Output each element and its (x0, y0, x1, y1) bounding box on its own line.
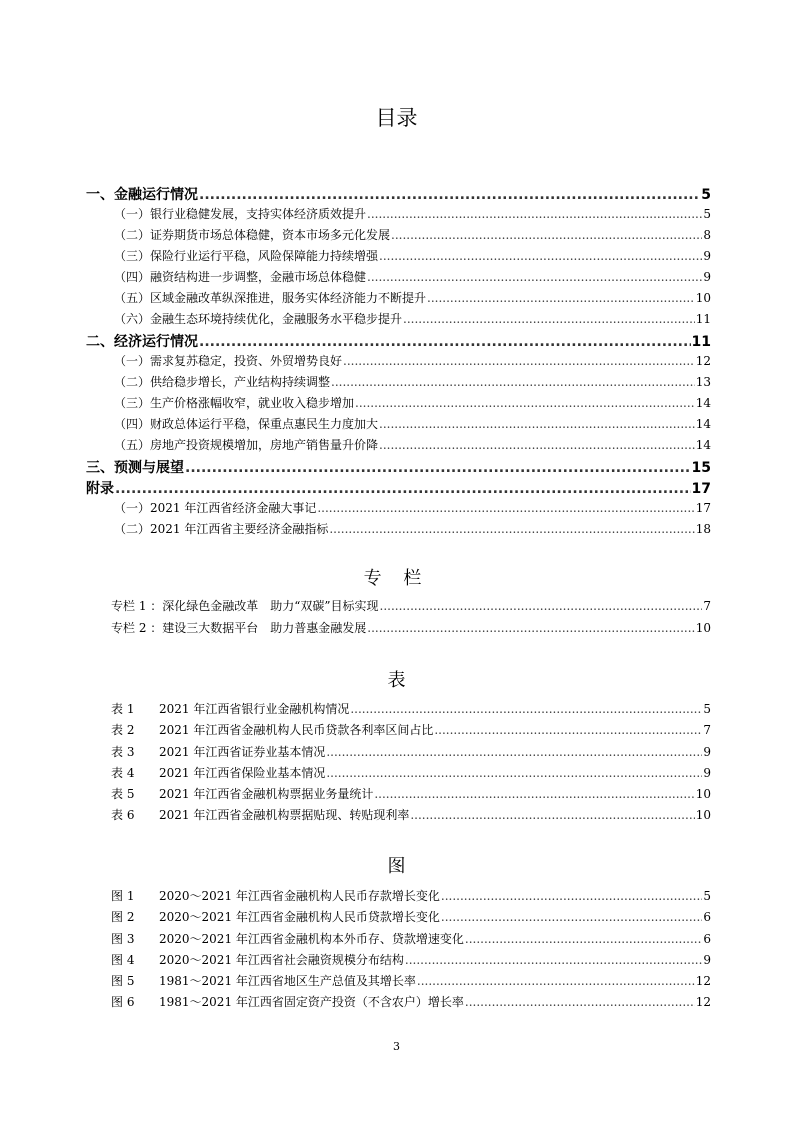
toc-entry-page: 10 (695, 291, 711, 305)
toc-entry-page: 9 (703, 270, 711, 284)
toc-title: 目录 (375, 106, 418, 130)
table-entry[interactable] (111, 764, 711, 781)
column-entry-page: 10 (695, 621, 711, 635)
figure-entry[interactable] (111, 993, 711, 1010)
columns-title: 专 栏 (363, 568, 430, 589)
table-entry-label: 表 6 (111, 808, 135, 822)
toc-entry-page: 17 (691, 481, 711, 497)
leader-dots (379, 417, 695, 431)
toc-entry[interactable] (114, 247, 711, 264)
leader-dots (417, 974, 695, 988)
table-entry-label: 表 4 (111, 766, 135, 780)
toc-entry-text: （二）2021 年江西省主要经济金融指标 (114, 522, 329, 536)
leader-dots (326, 766, 702, 780)
table-entry-text: 2021 年江西省证券业基本情况 (159, 745, 326, 759)
toc-entry-text: （四）融资结构进一步调整，金融市场总体稳健 (114, 270, 367, 284)
leader-dots (465, 995, 695, 1009)
toc-entry-page: 14 (695, 396, 711, 410)
toc-entry[interactable] (114, 205, 711, 222)
toc-entry[interactable] (114, 310, 711, 327)
table-entry-text: 2021 年江西省金融机构票据贴现、转贴现利率 (159, 808, 410, 822)
toc-entry[interactable] (86, 331, 711, 351)
toc-entry[interactable] (114, 520, 711, 537)
figure-entry-label: 图 1 (111, 889, 135, 903)
table-entry[interactable] (111, 700, 711, 717)
leader-dots (326, 745, 702, 759)
column-entry-label: 专栏 1 ： (111, 599, 163, 613)
figure-entry[interactable] (111, 887, 711, 904)
figure-entry-text: 1981～2021 年江西省固定资产投资（不含农户）增长率 (159, 995, 464, 1009)
toc-entry-text: 一、金融运行情况 (86, 187, 198, 203)
column-entry[interactable] (111, 597, 711, 614)
figure-entry-text: 2020～2021 年江西省金融机构本外币存、贷款增速变化 (159, 932, 464, 946)
figure-entry-text: 2020～2021 年江西省金融机构人民币贷款增长变化 (159, 910, 440, 924)
figure-entry-page: 12 (695, 995, 711, 1009)
figure-entry[interactable] (111, 972, 711, 989)
leader-dots (465, 932, 702, 946)
figure-entry-text: 1981～2021 年江西省地区生产总值及其增长率 (159, 974, 416, 988)
toc-entry[interactable] (114, 352, 711, 369)
figure-entry-page: 6 (703, 910, 711, 924)
table-entry-label: 表 3 (111, 745, 135, 759)
toc-entry-text: （一）需求复苏稳定，投资、外贸增势良好 (114, 354, 343, 368)
toc-entry[interactable] (114, 415, 711, 432)
toc-entry-page: 14 (695, 417, 711, 431)
figure-entry-text: 2020～2021 年江西省社会融资规模分布结构 (159, 953, 404, 967)
figure-entry-label: 图 6 (111, 995, 135, 1009)
toc-entry-text: 二、经济运行情况 (86, 334, 198, 350)
toc-entry[interactable] (114, 499, 711, 516)
toc-entry-page: 18 (695, 522, 711, 536)
leader-dots (331, 375, 695, 389)
toc-entry-text: （六）金融生态环境持续优化，金融服务水平稳步提升 (114, 312, 403, 326)
table-entry[interactable] (111, 806, 711, 823)
leader-dots (427, 291, 695, 305)
table-entry-page: 10 (695, 787, 711, 801)
leader-dots (379, 438, 695, 452)
leader-dots (391, 228, 702, 242)
table-entry-label: 表 1 (111, 702, 135, 716)
table-entry-text: 2021 年江西省金融机构人民币贷款各利率区间占比 (159, 723, 434, 737)
leader-dots (329, 522, 694, 536)
leader-dots (379, 249, 702, 263)
toc-entry-page: 17 (695, 501, 711, 515)
figure-entry-label: 图 5 (111, 974, 135, 988)
leader-dots (317, 501, 694, 515)
column-entry-label: 专栏 2 ： (111, 621, 163, 635)
toc-entry-text: （四）财政总体运行平稳，保重点惠民生力度加大 (114, 417, 379, 431)
toc-entry-page: 11 (695, 312, 711, 326)
toc-entry[interactable] (114, 373, 711, 390)
leader-dots (355, 396, 695, 410)
leader-dots (367, 621, 694, 635)
leader-dots (343, 354, 695, 368)
table-entry[interactable] (111, 721, 711, 738)
toc-entry-page: 12 (695, 354, 711, 368)
toc-entry[interactable] (114, 226, 711, 243)
toc-entry-page: 15 (691, 460, 711, 476)
table-entry-text: 2021 年江西省银行业金融机构情况 (159, 702, 350, 716)
toc-entry-text: （三）生产价格涨幅收窄，就业收入稳步增加 (114, 396, 355, 410)
leader-dots (380, 599, 703, 613)
toc-entry[interactable] (86, 457, 711, 477)
leader-dots (185, 460, 691, 476)
toc-entry-text: （五）区域金融改革纵深推进，服务实体经济能力不断提升 (114, 291, 427, 305)
leader-dots (367, 270, 702, 284)
table-entry-text: 2021 年江西省金融机构票据业务量统计 (159, 787, 374, 801)
figure-entry-label: 图 3 (111, 932, 135, 946)
toc-entry-text: （一）银行业稳健发展，支持实体经济质效提升 (114, 207, 367, 221)
toc-entry-text: （一）2021 年江西省经济金融大事记 (114, 501, 317, 515)
toc-entry[interactable] (114, 436, 711, 453)
table-entry[interactable] (111, 785, 711, 802)
leader-dots (115, 481, 691, 497)
table-entry-page: 7 (703, 723, 711, 737)
tables-title: 表 (387, 670, 406, 691)
leader-dots (441, 889, 702, 903)
toc-entry-text: （五）房地产投资规模增加，房地产销售量升价降 (114, 438, 379, 452)
toc-entry-text: （二）供给稳步增长，产业结构持续调整 (114, 375, 331, 389)
leader-dots (441, 910, 702, 924)
table-entry-label: 表 5 (111, 787, 135, 801)
figure-entry-page: 9 (703, 953, 711, 967)
table-entry-page: 10 (695, 808, 711, 822)
figure-entry-label: 图 2 (111, 910, 135, 924)
table-entry-text: 2021 年江西省保险业基本情况 (159, 766, 326, 780)
toc-entry-text: 附录 (86, 481, 114, 497)
figure-entry[interactable] (111, 930, 711, 947)
table-entry[interactable] (111, 743, 711, 760)
table-entry-label: 表 2 (111, 723, 135, 737)
column-entry-page: 7 (703, 599, 711, 613)
toc-entry-text: 三、预测与展望 (86, 460, 184, 476)
table-entry-page: 5 (703, 702, 711, 716)
figure-entry-page: 5 (703, 889, 711, 903)
toc-entry[interactable] (114, 289, 711, 306)
toc-entry-page: 8 (703, 228, 711, 242)
leader-dots (367, 207, 702, 221)
leader-dots (434, 723, 702, 737)
leader-dots (410, 808, 694, 822)
leader-dots (374, 787, 694, 801)
toc-entry-page: 13 (695, 375, 711, 389)
column-entry-text: 深化绿色金融改革 助力“双碳”目标实现 (162, 599, 379, 613)
toc-entry-page: 11 (691, 334, 711, 350)
toc-entry-page: 14 (695, 438, 711, 452)
toc-entry[interactable] (114, 394, 711, 411)
figure-entry[interactable] (111, 951, 711, 968)
figure-entry-label: 图 4 (111, 953, 135, 967)
figure-entry-page: 6 (703, 932, 711, 946)
leader-dots (350, 702, 702, 716)
figure-entry-page: 12 (695, 974, 711, 988)
table-entry-page: 9 (703, 745, 711, 759)
toc-entry[interactable] (86, 478, 711, 498)
toc-entry-text: （二）证券期货市场总体稳健，资本市场多元化发展 (114, 228, 391, 242)
toc-entry-page: 5 (701, 187, 711, 203)
leader-dots (199, 187, 700, 203)
column-entry[interactable] (111, 619, 711, 636)
toc-entry[interactable] (114, 268, 711, 285)
leader-dots (199, 334, 691, 350)
leader-dots (405, 953, 702, 967)
figure-entry[interactable] (111, 908, 711, 925)
column-entry-text: 建设三大数据平台 助力普惠金融发展 (162, 621, 367, 635)
toc-entry-page: 5 (703, 207, 711, 221)
toc-entry-page: 9 (703, 249, 711, 263)
leader-dots (403, 312, 695, 326)
toc-entry[interactable] (86, 184, 711, 204)
toc-entry-text: （三）保险行业运行平稳，风险保障能力持续增强 (114, 249, 379, 263)
table-entry-page: 9 (703, 766, 711, 780)
figure-entry-text: 2020～2021 年江西省金融机构人民币存款增长变化 (159, 889, 440, 903)
page-number: 3 (393, 1040, 400, 1053)
figures-title: 图 (387, 856, 406, 877)
